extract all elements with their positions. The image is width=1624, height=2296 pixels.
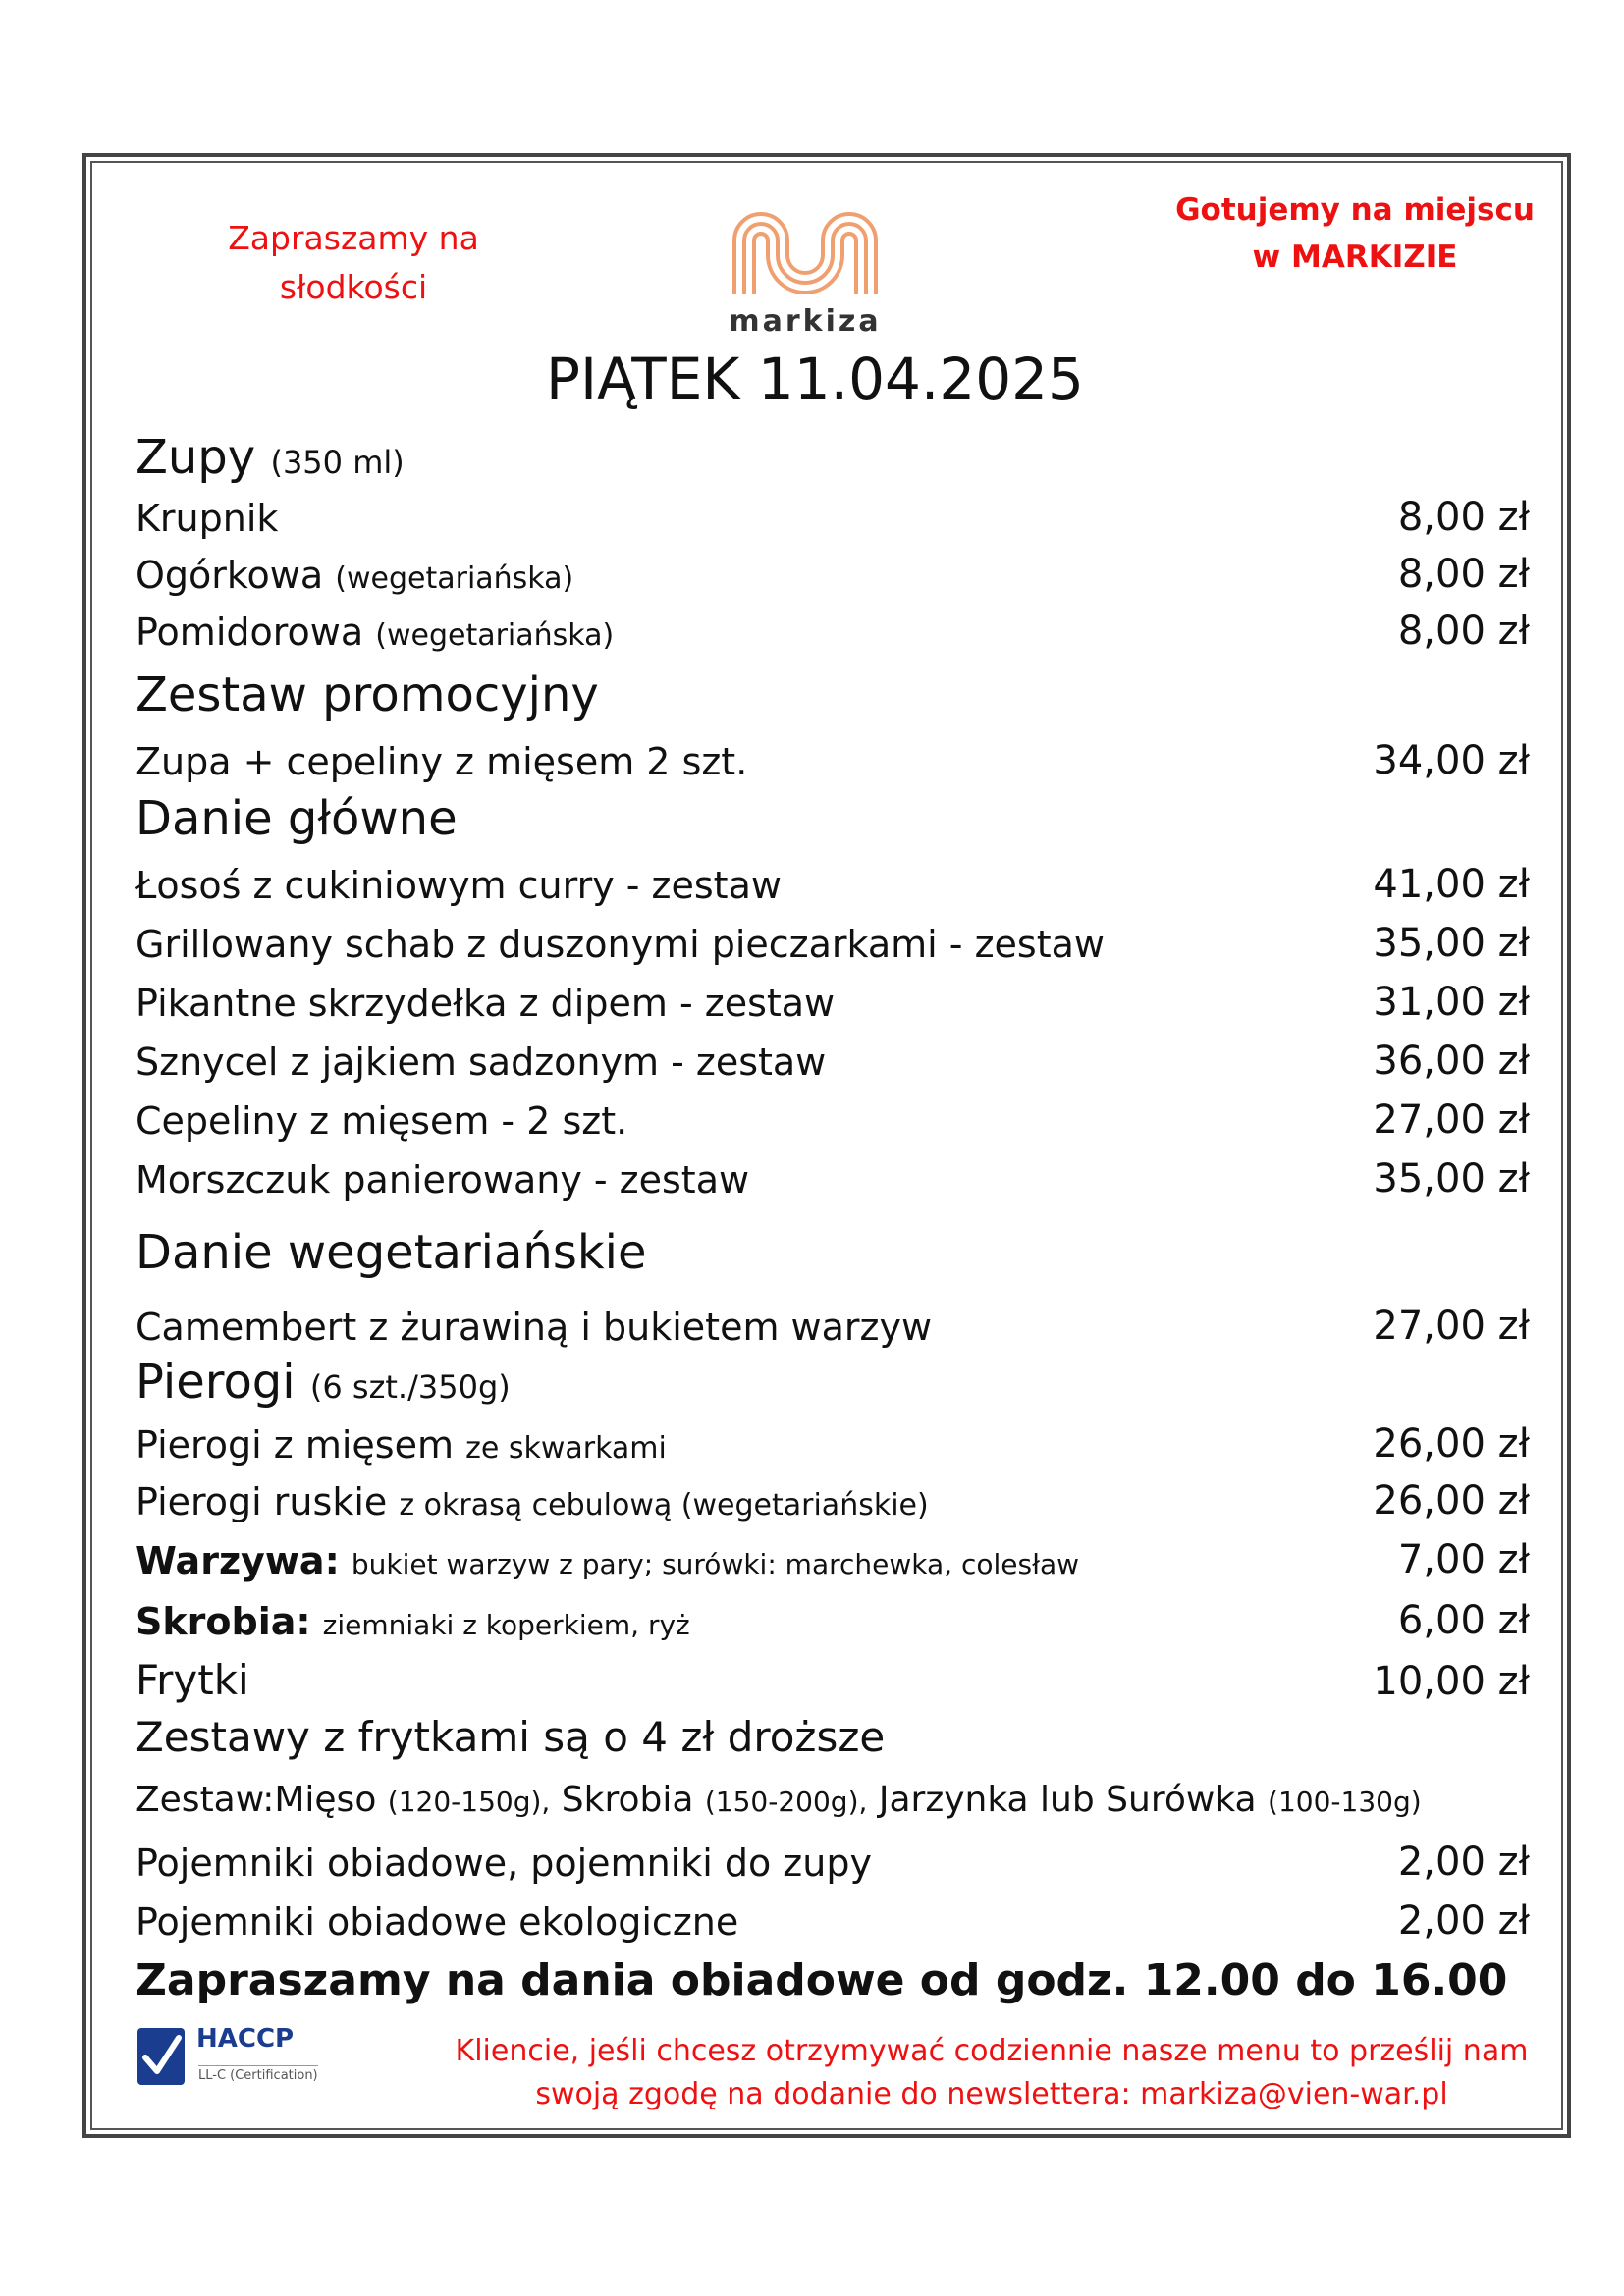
item-price: 36,00 zł <box>1373 1039 1530 1084</box>
item-name: Pomidorowa (wegetariańska) <box>135 611 615 654</box>
item-name: Pojemniki obiadowe, pojemniki do zupy <box>135 1842 872 1885</box>
haccp-subtitle: LL-C (Certification) <box>198 2065 318 2083</box>
item-price: 26,00 zł <box>1373 1421 1530 1467</box>
menu-item <box>135 1296 1530 1355</box>
newsletter-note <box>432 2030 1551 2116</box>
cooking-line-1: Gotujemy na miejscu <box>1175 192 1535 228</box>
menu-item <box>135 1891 1530 1949</box>
item-price: 27,00 zł <box>1373 1304 1530 1349</box>
opening-hours: Zapraszamy na dania obiadowe od godz. 12.00 do 16.00 <box>135 1955 1508 2005</box>
section-title-mains: Danie główne <box>135 791 458 846</box>
item-name: Łosoś z cukiniowym curry - zestaw <box>135 864 782 907</box>
item-name: Krupnik <box>135 497 279 540</box>
item-price: 27,00 zł <box>1373 1097 1530 1143</box>
sweets-line-2: słodkości <box>279 268 428 306</box>
item-price: 31,00 zł <box>1373 980 1530 1025</box>
item-name: Pierogi ruskie z okrasą cebulową (wegetariańskie) <box>135 1480 929 1523</box>
menu-item-fries <box>135 1651 1530 1710</box>
item-name: Zupa + cepeliny z mięsem 2 szt. <box>135 740 748 783</box>
soups-note: (350 ml) <box>270 444 405 481</box>
item-name: Pojemniki obiadowe ekologiczne <box>135 1900 739 1944</box>
set-composition-text: Zestaw:Mięso (120-150g), Skrobia (150-200g), Jarzynka lub Surówka (100-130g) <box>135 1780 1422 1820</box>
item-price: 8,00 zł <box>1397 495 1530 540</box>
sweets-line-1: Zapraszamy na <box>228 219 479 257</box>
section-title-vegetarian: Danie wegetariańskie <box>135 1225 647 1280</box>
menu-item <box>135 487 1530 546</box>
fries-note-text: Zestawy z frytkami są o 4 zł droższe <box>135 1713 886 1761</box>
cooking-line-2: w MARKIZIE <box>1252 240 1458 275</box>
newsletter-line-1: Kliencie, jeśli chcesz otrzymywać codziennie nasze menu to prześlij nam <box>455 2034 1529 2068</box>
item-name: Frytki <box>135 1656 249 1704</box>
item-name: Cepeliny z mięsem - 2 szt. <box>135 1099 628 1143</box>
cooking-onsite-note <box>1159 187 1551 281</box>
fries-note <box>135 1708 1530 1767</box>
section-title-pierogi <box>135 1355 511 1410</box>
item-name: Warzywa: bukiet warzyw z pary; surówki: marchewka, colesław <box>135 1539 1080 1582</box>
menu-item <box>135 1090 1530 1148</box>
pierogi-note: (6 szt./350g) <box>309 1368 511 1406</box>
haccp-title: HACCP <box>196 2024 295 2054</box>
item-name: Grillowany schab z duszonymi pieczarkami - zestaw <box>135 923 1105 966</box>
item-price: 6,00 zł <box>1397 1598 1530 1643</box>
menu-item-vegetables <box>135 1529 1530 1588</box>
markiza-logo-icon <box>717 196 893 304</box>
menu-item <box>135 913 1530 972</box>
item-price: 35,00 zł <box>1373 1156 1530 1201</box>
item-price: 35,00 zł <box>1373 921 1530 966</box>
menu-item <box>135 601 1530 660</box>
checkmark-shield-icon <box>135 2026 187 2087</box>
item-name: Sznycel z jajkiem sadzonym - zestaw <box>135 1041 827 1084</box>
section-title-promo: Zestaw promocyjny <box>135 667 599 722</box>
haccp-badge <box>135 2022 352 2091</box>
day-title: PIĄTEK 11.04.2025 <box>546 346 1084 412</box>
item-price: 41,00 zł <box>1373 862 1530 907</box>
item-name: Skrobia: ziemniaki z koperkiem, ryż <box>135 1600 690 1643</box>
menu-item-starch <box>135 1590 1530 1649</box>
newsletter-line-2: swoją zgodę na dodanie do newslettera: markiza@vien-war.pl <box>535 2077 1448 2111</box>
item-name: Camembert z żurawiną i bukietem warzyw <box>135 1306 933 1349</box>
item-price: 2,00 zł <box>1397 1898 1530 1944</box>
menu-item <box>135 1470 1530 1529</box>
item-price: 26,00 zł <box>1373 1478 1530 1523</box>
pierogi-title: Pierogi <box>135 1355 296 1410</box>
section-title-soups <box>135 430 405 485</box>
menu-item <box>135 1414 1530 1472</box>
soups-title: Zupy <box>135 430 256 485</box>
item-price: 7,00 zł <box>1397 1537 1530 1582</box>
item-price: 2,00 zł <box>1397 1840 1530 1885</box>
item-price: 8,00 zł <box>1397 609 1530 654</box>
menu-item <box>135 972 1530 1031</box>
item-price: 34,00 zł <box>1373 738 1530 783</box>
menu-item <box>135 730 1530 789</box>
item-name: Pikantne skrzydełka z dipem - zestaw <box>135 982 836 1025</box>
sweets-invitation <box>196 214 511 312</box>
item-name: Morszczuk panierowany - zestaw <box>135 1158 750 1201</box>
set-composition <box>135 1767 1530 1826</box>
item-name: Ogórkowa (wegetariańska) <box>135 554 574 597</box>
logo-text: markiza <box>729 304 882 339</box>
menu-item <box>135 1031 1530 1090</box>
item-price: 10,00 zł <box>1373 1659 1530 1704</box>
menu-item <box>135 854 1530 913</box>
item-price: 8,00 zł <box>1397 552 1530 597</box>
item-name: Pierogi z mięsem ze skwarkami <box>135 1423 667 1467</box>
menu-item <box>135 1148 1530 1207</box>
menu-item <box>135 544 1530 603</box>
menu-item <box>135 1832 1530 1891</box>
